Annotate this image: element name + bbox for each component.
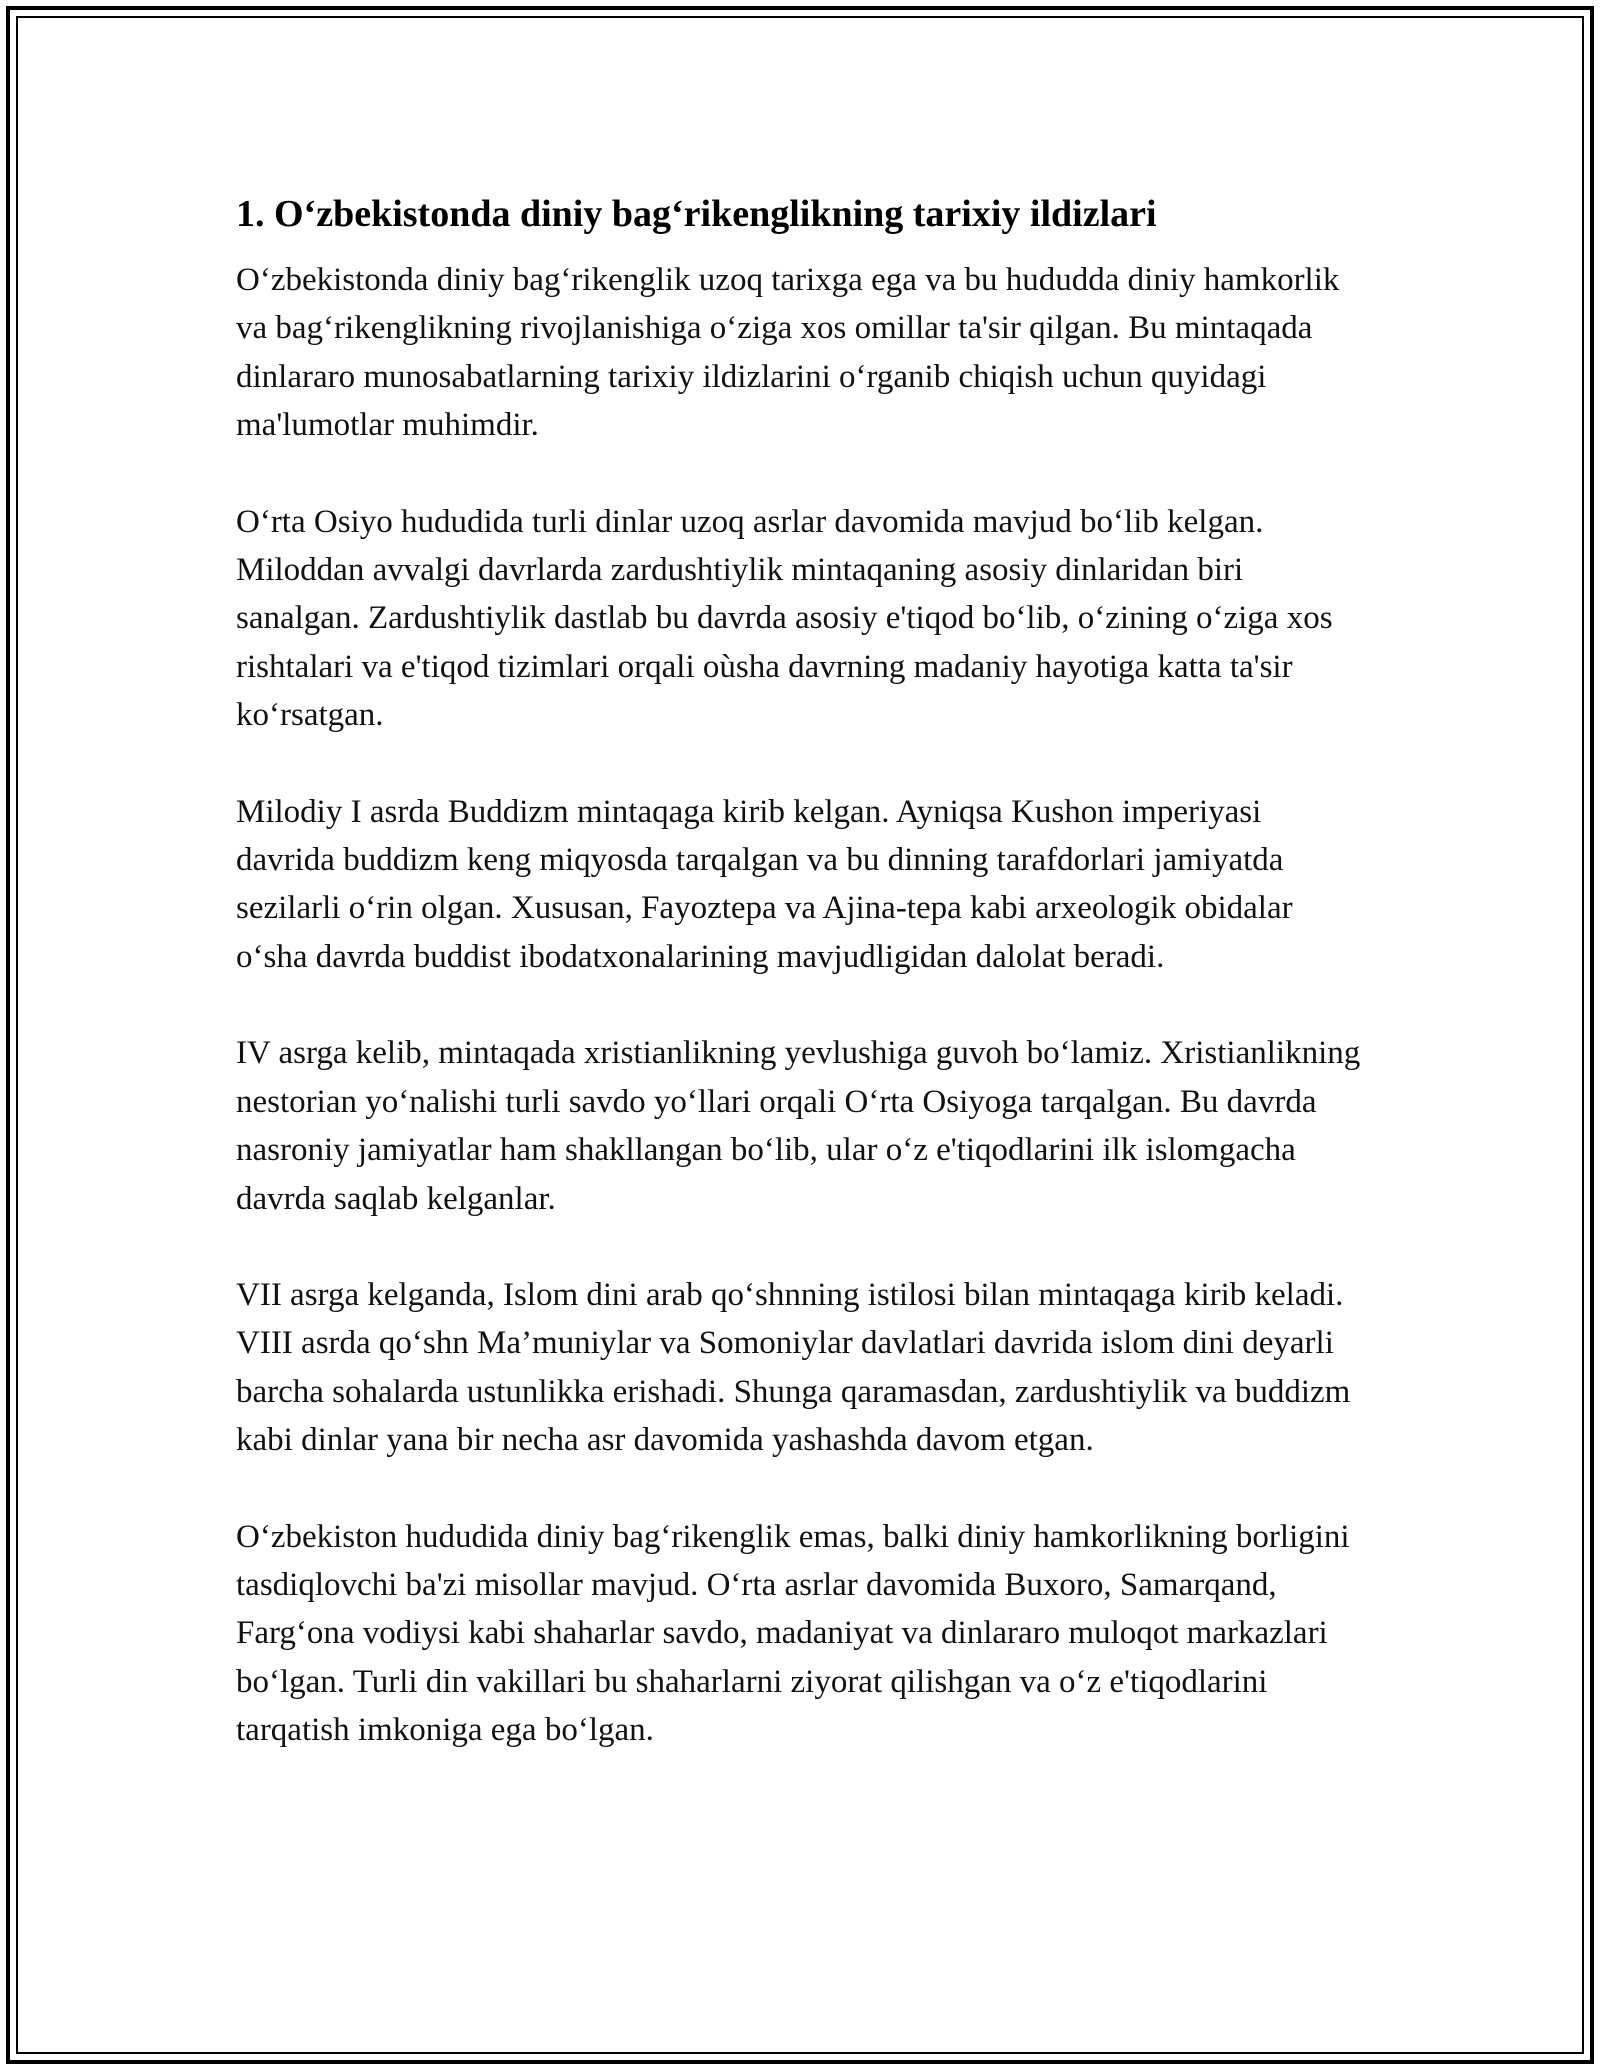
paragraph-3: Milodiy I asrda Buddizm mintaqaga kirib kelgan. Ayniqsa Kushon imperiyasi davrida buddizm keng miqyosda tarqalgan va bu dinning tarafdorlari jamiyatda sezilarli o‘rin olgan. Xususan, Fayoztepa va Ajina-tepa kabi arxeologik obidalar o‘sha davrda buddist ibodatxonalarining mavjudligidan dalolat beradi. bbox=[236, 793, 1293, 975]
paragraph-4: IV asrga kelib, mintaqada xristianlikning yevlushiga guvoh bo‘lamiz. Xristianlikning nestorian yo‘nalishi turli savdo yo‘llari orqali O‘rta Osiyoga tarqalgan. Bu davrda nasroniy jamiyatlar ham shakllangan bo‘lib, ular o‘z e'tiqodlarini ilk islomgacha davrda saqlab kelganlar. bbox=[236, 1035, 1361, 1217]
paragraph-1: O‘zbekistonda diniy bag‘rikenglik uzoq tarixga ega va bu hududda diniy hamkorlik va bag‘rikenglikning rivojlanishiga o‘ziga xos omillar ta'sir qilgan. Bu mintaqada dinlararo munosabatlarning tarixiy ildizlarini o‘rganib chiqish uchun quyidagi ma'lumotlar muhimdir. bbox=[236, 262, 1340, 444]
paragraph-6: O‘zbekiston hududida diniy bag‘rikenglik emas, balki diniy hamkorlikning borligini tasdiqlovchi ba'zi misollar mavjud. O‘rta asrlar davomida Buxoro, Samarqand, Farg‘ona vodiysi kabi shaharlar savdo, madaniyat va dinlararo muloqot markazlari bo‘lgan. Turli din vakillari bu shaharlarni ziyorat qilishgan va o‘z e'tiqodlarini tarqatish imkoniga ega bo‘lgan. bbox=[236, 1518, 1350, 1749]
section-heading: 1. O‘zbekistonda diniy bag‘rikenglikning tarixiy ildizlari bbox=[236, 193, 1157, 235]
paragraph-2: O‘rta Osiyo hududida turli dinlar uzoq asrlar davomida mavjud bo‘lib kelgan. Miloddan avvalgi davrlarda zardushtiylik mintaqaning asosiy dinlaridan biri sanalgan. Zardushtiylik dastlab bu davrda asosiy e'tiqod bo‘lib, o‘zining o‘ziga xos rishtalari va e'tiqod tizimlari orqali oùsha davrning madaniy hayotiga katta ta'sir ko‘rsatgan. bbox=[236, 503, 1333, 734]
document-body bbox=[236, 188, 1366, 1803]
paragraph-5: VII asrga kelganda, Islom dini arab qo‘shnning istilosi bilan mintaqaga kirib keladi. VIII asrda qo‘shn Ma’muniylar va Somoniylar davlatlari davrida islom dini deyarli barcha sohalarda ustunlikka erishadi. Shunga qaramasdan, zardushtiylik va buddizm kabi dinlar yana bir necha asr davomida yashashda davom etgan. bbox=[236, 1276, 1351, 1459]
